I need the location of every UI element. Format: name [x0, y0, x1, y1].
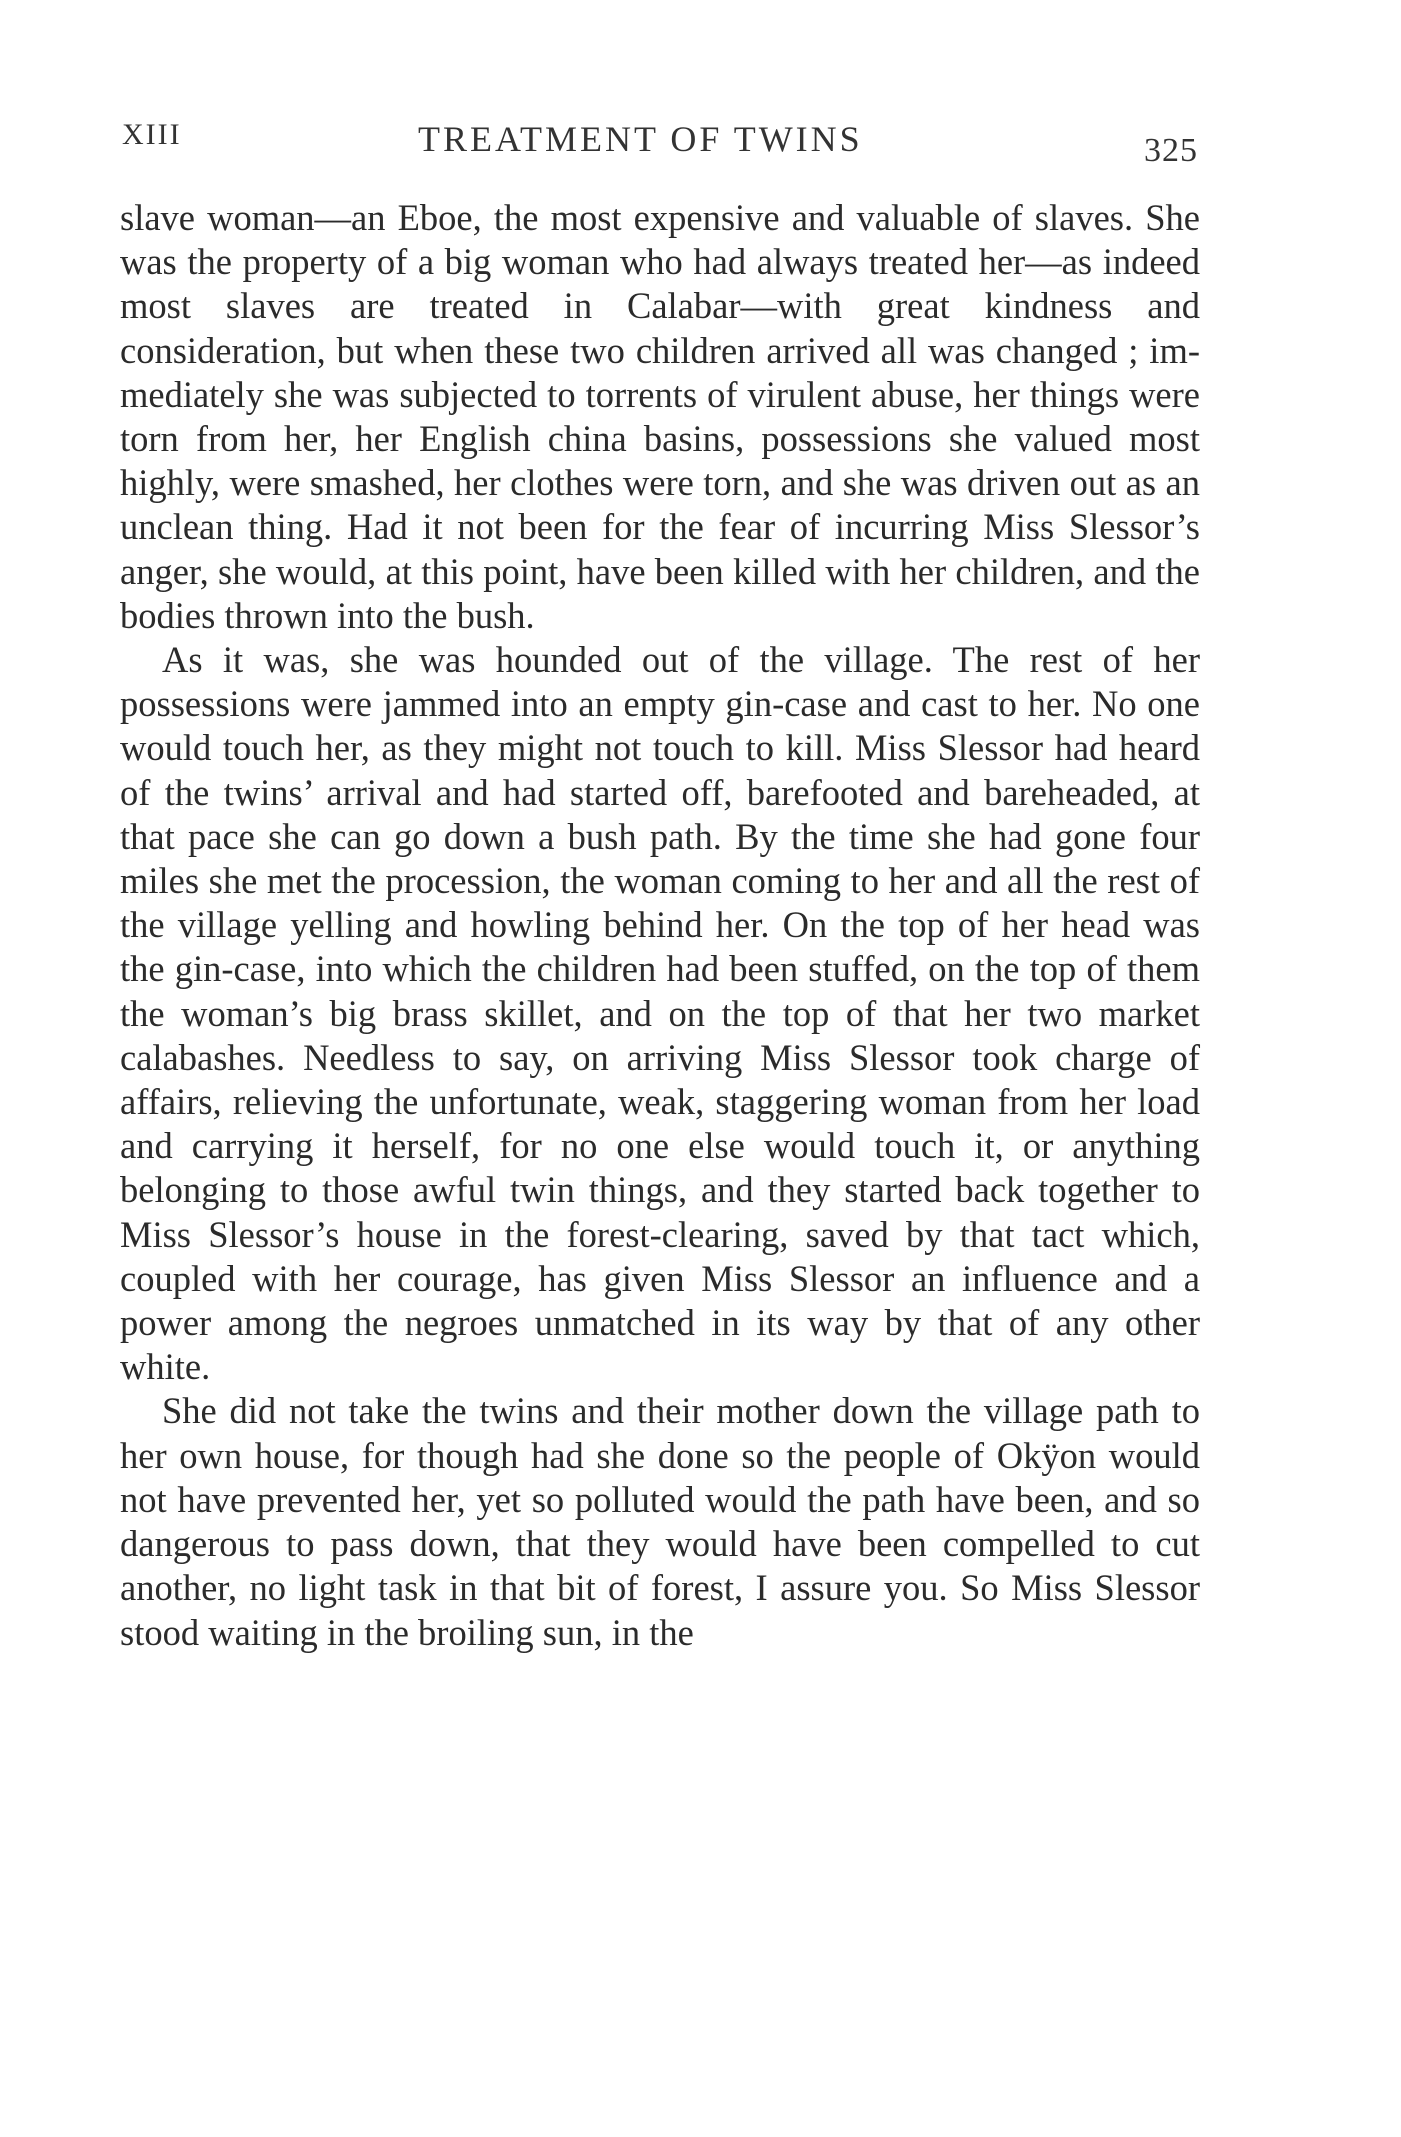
chapter-number: XIII: [122, 118, 182, 151]
body-text: [120, 196, 1200, 1655]
chapter-title: TREATMENT OF TWINS: [418, 119, 863, 159]
page-number: 325: [1144, 132, 1198, 169]
paragraph-continued: slave woman—an Eboe, the most expensive and valuable of slaves. She was the property of a big woman who had always treated her—as indeed most slaves are treated in Calabar—with great kindness and consideration, but when these two children arrived all was changed ; immediately she was subjected to torrents of virulent abuse, her things were torn from her, her English china basins, possessions she valued most highly, were smashed, her clothes were torn, and she was driven out as an unclean thing. Had it not been for the fear of incurring Miss Slessor’s anger, she would, at this point, have been killed with her children, and the bodies thrown into the bush.: [120, 197, 1200, 636]
paragraph: She did not take the twins and their mother down the village path to her own house, for though had she done so the people of Okÿon would not have prevented her, yet so polluted would the path have been, and so dangerous to pass down, that they would have been compelled to cut another, no light task in that bit of forest, I assure you. So Miss Slessor stood waiting in the broiling sun, in the: [120, 1390, 1200, 1653]
running-head: [118, 118, 1198, 169]
paragraph: As it was, she was hounded out of the village. The rest of her possessions were jammed into an empty gin-case and cast to her. No one would touch her, as they might not touch to kill. Miss Slessor had heard of the twins’ arrival and had started off, barefooted and bareheaded, at that pace she can go down a bush path. By the time she had gone four miles she met the procession, the woman coming to her and all the rest of the village yelling and howling behind her. On the top of her head was the gin-case, into which the children had been stuffed, on the top of them the woman’s big brass skillet, and on the top of that her two market calabashes. Needless to say, on arriving Miss Slessor took charge of affairs, relieving the unfortunate, weak, staggering woman from her load and carrying it herself, for no one else would touch it, or anything belonging to those awful twin things, and they started back together to Miss Slessor’s house in the forest-clearing, saved by that tact which, coupled with her courage, has given Miss Slessor an influence and a power among the negroes unmatched in its way by that of any other white.: [120, 639, 1200, 1388]
